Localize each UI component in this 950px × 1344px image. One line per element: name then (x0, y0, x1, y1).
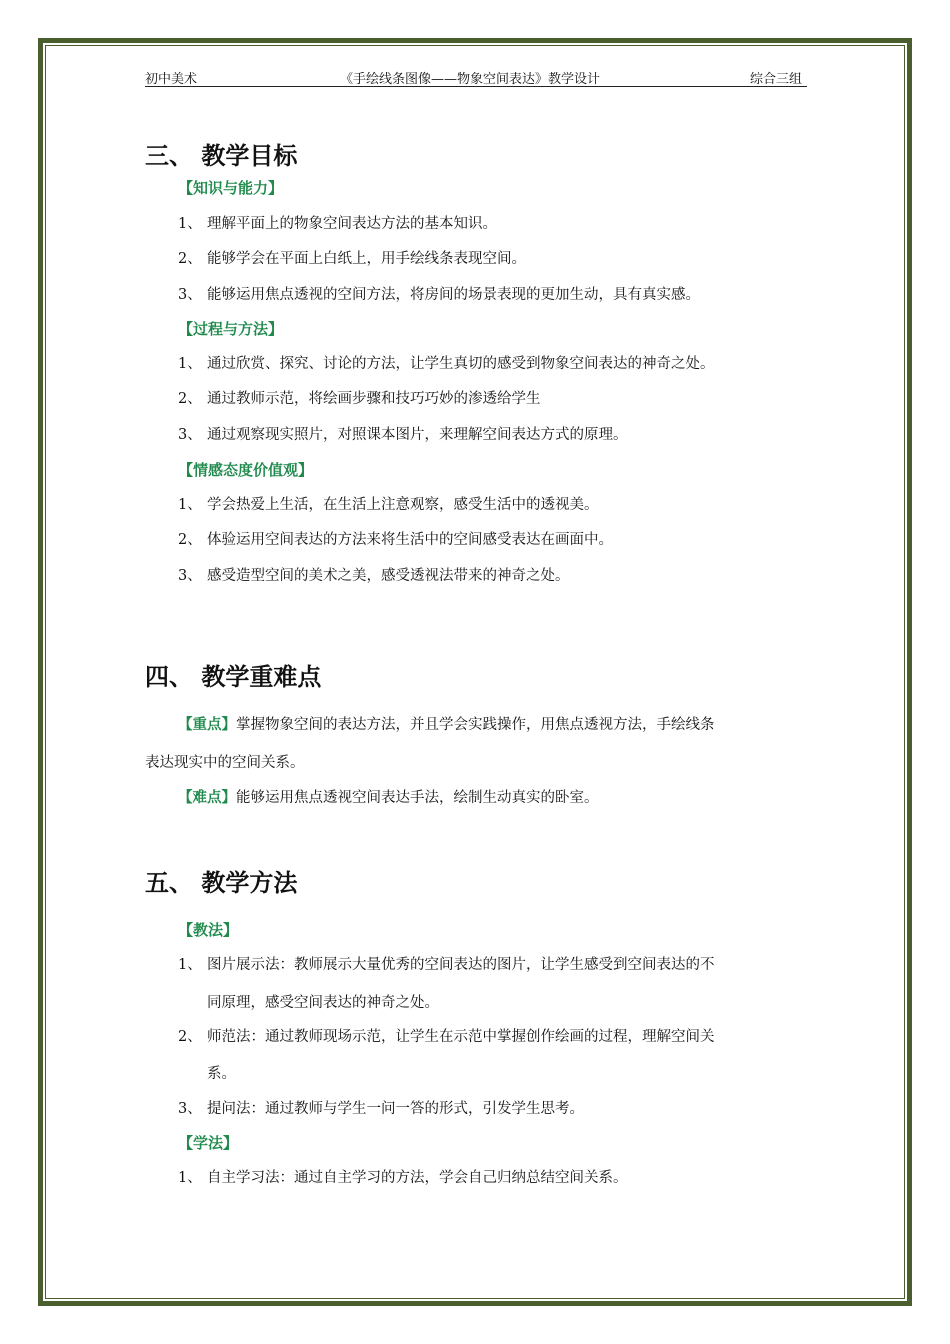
list-item: 通过观察现实照片，对照课本图片，来理解空间表达方式的原理。 (207, 427, 628, 443)
list-item: 通过欣赏、探究、讨论的方法，让学生真切的感受到物象空间表达的神奇之处。 (207, 356, 715, 372)
subheading-learning-methods: 【学法】 (178, 1134, 239, 1152)
key-point-label: 【重点】 (178, 717, 236, 733)
item-number: 2、 (178, 391, 202, 407)
header-left: 初中美术 (145, 72, 198, 87)
subheading-attitude: 【情感态度价值观】 (178, 461, 314, 479)
key-point-line (178, 713, 715, 734)
item-number: 1、 (178, 497, 202, 513)
item-number: 3、 (178, 568, 202, 584)
list-item: 能够运用焦点透视的空间方法，将房间的场景表现的更加生动，具有真实感。 (207, 287, 700, 303)
item-number: 2、 (178, 1029, 202, 1045)
difficult-point-line (178, 786, 599, 807)
list-item: 通过教师示范，将绘画步骤和技巧巧妙的渗透给学生 (207, 391, 541, 407)
section-title-key-points: 四、 教学重难点 (145, 663, 322, 691)
list-item: 自主学习法：通过自主学习的方法，学会自己归纳总结空间关系。 (207, 1170, 628, 1186)
item-number: 2、 (178, 532, 202, 548)
item-number: 1、 (178, 216, 202, 232)
list-item: 学会热爱上生活，在生活上注意观察，感受生活中的透视美。 (207, 497, 599, 513)
list-item-continued: 同原理，感受空间表达的神奇之处。 (207, 995, 439, 1011)
item-number: 1、 (178, 1170, 202, 1186)
list-item: 体验运用空间表达的方法来将生活中的空间感受表达在画面中。 (207, 532, 613, 548)
list-item: 提问法：通过教师与学生一问一答的形式，引发学生思考。 (207, 1101, 584, 1117)
header-center: 《手绘线条图像——物象空间表达》教学设计 (340, 72, 601, 87)
item-number: 1、 (178, 356, 202, 372)
header-right: 综合三组 (750, 72, 803, 87)
item-number: 3、 (178, 427, 202, 443)
header-rule (145, 86, 807, 87)
subheading-knowledge: 【知识与能力】 (178, 179, 284, 197)
subheading-process: 【过程与方法】 (178, 320, 284, 338)
list-item: 师范法：通过教师现场示范，让学生在示范中掌握创作绘画的过程，理解空间关 (207, 1029, 715, 1045)
item-number: 3、 (178, 1101, 202, 1117)
list-item-continued: 系。 (207, 1066, 236, 1082)
difficult-point-label: 【难点】 (178, 790, 236, 806)
section-title-methods: 五、 教学方法 (145, 869, 298, 897)
difficult-point-text: 能够运用焦点透视空间表达手法，绘制生动真实的卧室。 (236, 790, 599, 806)
key-point-text: 掌握物象空间的表达方法，并且学会实践操作，用焦点透视方法，手绘线条 (236, 717, 715, 733)
item-number: 2、 (178, 251, 202, 267)
section-title-objectives: 三、 教学目标 (145, 142, 298, 170)
list-item: 能够学会在平面上白纸上，用手绘线条表现空间。 (207, 251, 526, 267)
list-item: 感受造型空间的美术之美，感受透视法带来的神奇之处。 (207, 568, 570, 584)
item-number: 3、 (178, 287, 202, 303)
list-item: 图片展示法：教师展示大量优秀的空间表达的图片，让学生感受到空间表达的不 (207, 957, 715, 973)
item-number: 1、 (178, 957, 202, 973)
key-point-continued: 表达现实中的空间关系。 (145, 755, 305, 771)
list-item: 理解平面上的物象空间表达方法的基本知识。 (207, 216, 497, 232)
subheading-teaching-methods: 【教法】 (178, 921, 239, 939)
